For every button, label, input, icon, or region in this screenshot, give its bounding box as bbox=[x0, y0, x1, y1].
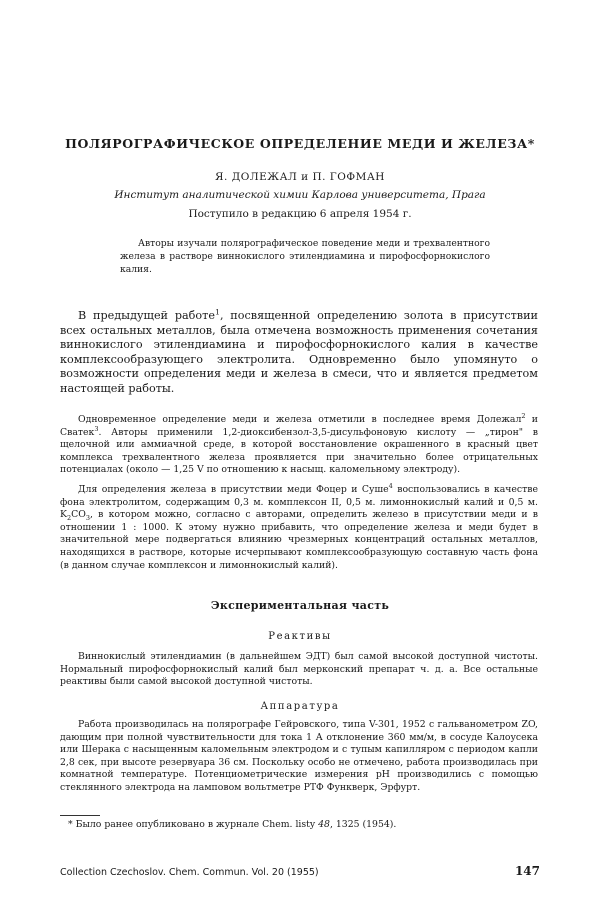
journal-footer: Collection Czechoslov. Chem. Commun. Vol. 20 (1955) bbox=[60, 867, 319, 878]
paragraph-text: Для определения железа в присутствии меди Фоцер и Суше bbox=[78, 484, 389, 495]
paragraph-iron-determination bbox=[60, 481, 538, 572]
reference-mark-3: 3 bbox=[94, 424, 99, 433]
intro-text-b: , посвященной определению золота в присутствии всех остальных металлов, была отмечена возможность применения сочетания виннокислого этилендиамина и пирофосфорнокислого калия в качестве комплексообразующего электролита. Одновременно было упомянуто о возможности определения меди и железа в смеси, что и является предметом настоящей работы. bbox=[60, 309, 538, 395]
section-heading: Экспериментальная часть bbox=[210, 599, 390, 612]
subsection-heading-reagents: Реактивы bbox=[268, 631, 332, 642]
paragraph-reagents: Виннокислый этилендиамин (в дальнейшем ЭДТ) был самой высокой доступной чистоты. Нормальный пирофосфорнокислый калий был мерконский препарат ч. д. а. Все остальные реактивы были самой высокой доступной чистоты. bbox=[60, 651, 538, 688]
footnote-pages: , 1325 (1954). bbox=[329, 819, 397, 830]
paragraph-prior-work bbox=[60, 411, 539, 477]
intro-paragraph bbox=[60, 309, 538, 397]
paragraph-text: , в котором можно, согласно с авторами, определить железо в присутствии меди и в отношении 1 : 1000. К этому нужно прибавить, что определение железа и меди будет в значительной мере подвергаться влиянию чрезмерных концентраций остальных металлов, находящихся в растворе, которые исчерпывают комплексообразующую составную часть фона (в данном случае комплексон и лимоннокислый калий). bbox=[60, 509, 538, 571]
footnote-volume: 48 bbox=[318, 819, 330, 830]
subsection-heading-apparatus: Аппаратура bbox=[260, 701, 340, 712]
article-title: ПОЛЯРОГРАФИЧЕСКОЕ ОПРЕДЕЛЕНИЕ МЕДИ И ЖЕЛЕЗА* bbox=[65, 136, 535, 151]
subscript: 3 bbox=[85, 514, 90, 523]
footnote-mark: * bbox=[68, 819, 73, 830]
received-date: Поступило в редакцию 6 апреля 1954 г. bbox=[188, 208, 412, 220]
article-authors: Я. ДОЛЕЖАЛ и П. ГОФМАН bbox=[215, 171, 385, 183]
subscript: 2 bbox=[66, 514, 72, 523]
intro-text-a: В предыдущей работе bbox=[78, 309, 215, 322]
footnote-divider bbox=[60, 815, 100, 816]
paragraph-text: воспользовались в качестве фона электролитом, содержащим 0,3 м. комплексон II, 0,5 м. лимоннокислый калий и 0,5 м. K bbox=[60, 484, 538, 521]
page-number: 147 bbox=[514, 864, 540, 878]
footnote bbox=[68, 819, 538, 830]
paragraph-apparatus: Работа производилась на полярографе Гейровского, типа V-301, 1952 с гальванометром ZO, дающим при полной чувствительности для тока 1 A отклонение 360 мм/м, в сосуде Калоусека или Шерака с насыщенным каломельным электродом и с тупым капилляром с периодом капли 2,8 сек, при высоте резервуара 36 см. Поскольку особо не отмечено, работа производилась при комнатной температуре. Потенциометрические измерения pH производились с помощью стеклянного электрода на ламповом вольтметре РТФ Функверк, Эрфурт. bbox=[60, 719, 538, 793]
paragraph-text: Одновременное определение меди и железа отметили в последнее время Долежал bbox=[78, 414, 522, 425]
reference-mark-1: 1 bbox=[214, 307, 220, 317]
reference-mark-4: 4 bbox=[388, 481, 393, 490]
reference-mark-2: 2 bbox=[521, 411, 526, 420]
footnote-text: Было ранее опубликовано в журнале Chem. listy bbox=[75, 819, 319, 830]
paragraph-text: и Сватек bbox=[60, 414, 539, 438]
author-affiliation: Институт аналитической химии Карлова университета, Прага bbox=[114, 189, 486, 201]
abstract: Авторы изучали полярографическое поведение меди и трехвалентного железа в растворе виннокислого этилендиамина и пирофосфорнокислого калия. bbox=[120, 238, 490, 275]
paragraph-text: . Авторы применили 1,2-диоксибензол-3,5-дисульфоновую кислоту — „тирон" в щелочной или аммиачной среде, в которой восстановление окрашенного в красный цвет комплекса трехвалентного железа проявляется при значительно более отрицательных потенциалах (около — 1,25 V по отношению к насыщ. каломельному электроду). bbox=[60, 426, 538, 476]
paragraph-text: CO bbox=[71, 509, 86, 521]
